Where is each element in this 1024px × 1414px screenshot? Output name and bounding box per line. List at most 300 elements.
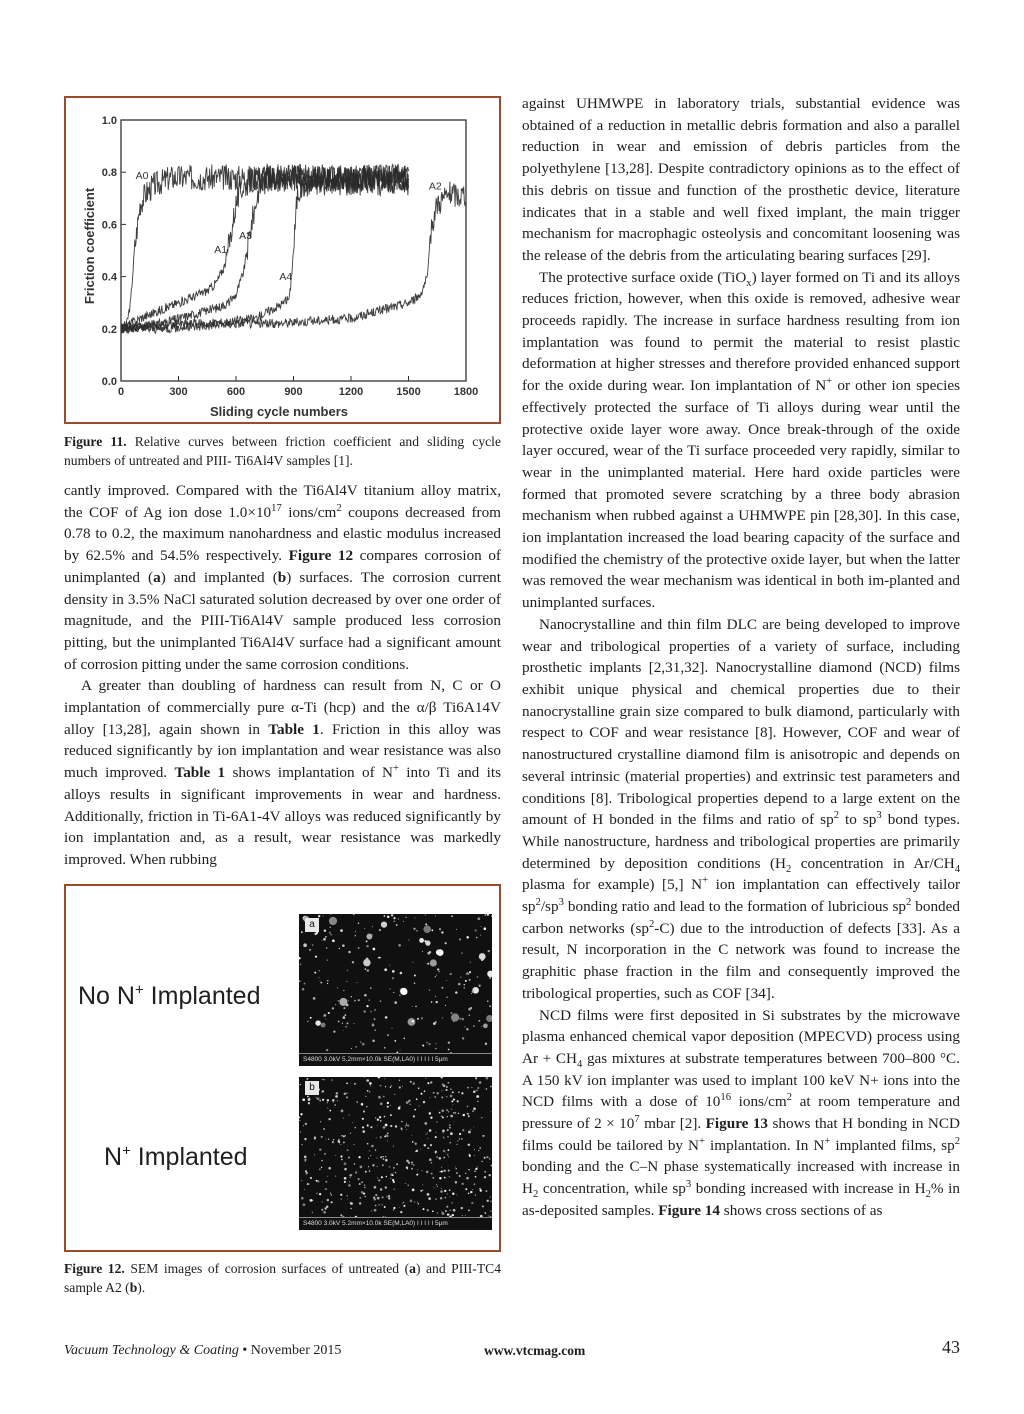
- sem-particle: [487, 1199, 489, 1201]
- sem-particle: [339, 947, 340, 948]
- sem-particle: [437, 1212, 438, 1213]
- text-run: -C) due to the introduction of defects [33]. As a result, N incorporation in the C network was found to increase the graphitic phase fraction in the film and consequently improved the tribological properties, such as COF [34].: [522, 919, 960, 1002]
- sem-particle: [321, 1091, 323, 1093]
- sem-particle: [350, 1202, 352, 1204]
- sem-particle: [467, 1112, 469, 1114]
- sem-particle: [354, 1083, 356, 1085]
- sem-particle: [441, 1115, 443, 1117]
- sem-particle: [342, 944, 345, 947]
- sem-particle: [426, 1042, 427, 1043]
- sem-particle: [441, 1211, 442, 1212]
- subscript: 2: [785, 863, 792, 875]
- sem-particle: [380, 1156, 382, 1158]
- sem-particle: [393, 1209, 395, 1211]
- sem-particle: [439, 1177, 441, 1179]
- sem-particle: [335, 1154, 336, 1155]
- sem-particle: [452, 1016, 454, 1018]
- text-run: A greater than doubling of hardness can result from N, C or O implantation of commercially pure α-Ti (hcp) and the α/β Ti6A14V alloy [13,28], again shown in: [64, 677, 501, 738]
- sem-particle: [442, 1129, 445, 1132]
- sem-particle: [390, 1086, 391, 1087]
- sem-particle: [427, 962, 429, 964]
- sem-particle: [475, 1167, 477, 1169]
- sem-particle: [324, 1207, 326, 1209]
- sem-particle: [343, 990, 344, 991]
- sem-particle: [347, 1198, 348, 1199]
- sem-particle: [302, 1144, 303, 1145]
- sem-particle: [301, 931, 303, 933]
- sem-particle: [443, 1156, 445, 1158]
- y-tick-label: 0.0: [101, 376, 117, 388]
- sem-particle: [373, 947, 376, 950]
- sem-particle: [490, 1196, 491, 1197]
- panel-reference: b: [277, 568, 287, 586]
- sem-particle: [345, 1026, 347, 1028]
- figure-11-frame: [64, 96, 501, 424]
- text-run: /sp: [540, 898, 559, 916]
- sem-particle: [448, 1156, 449, 1157]
- sem-particle: [362, 1118, 364, 1120]
- sem-particle: [436, 974, 437, 975]
- sem-particle: [417, 1017, 419, 1019]
- sem-particle: [390, 1105, 391, 1106]
- sem-particle: [341, 1109, 344, 1112]
- sem-particle: [403, 1201, 404, 1202]
- sem-particle: [446, 1109, 448, 1111]
- x-tick-label: 0: [117, 386, 125, 398]
- sem-particle: [358, 947, 360, 949]
- sem-particle: [403, 1204, 405, 1206]
- sem-particle: [405, 916, 407, 918]
- y-tick-label: 0.2: [101, 323, 117, 336]
- sem-particle: [450, 1094, 453, 1097]
- sem-particle: [373, 1164, 374, 1165]
- sem-particle: [481, 1160, 482, 1161]
- sem-particle: [401, 1127, 402, 1128]
- superscript: +: [122, 1142, 131, 1160]
- sem-particle: [456, 1168, 457, 1169]
- sem-particle: [471, 1202, 473, 1204]
- sem-particle: [453, 1208, 456, 1211]
- sem-particle: [355, 1171, 357, 1173]
- sem-particle: [412, 1188, 415, 1191]
- sem-particle: [384, 1115, 386, 1117]
- sem-particle: [485, 1212, 487, 1214]
- sem-particle: [445, 1196, 447, 1198]
- sem-particle: [461, 952, 462, 953]
- sem-particle: [450, 1114, 453, 1117]
- sem-particle: [390, 1125, 392, 1127]
- sem-particle: [370, 1155, 371, 1156]
- sem-particle: [357, 982, 358, 983]
- sem-particle: [338, 1140, 340, 1142]
- sem-particle: [369, 1150, 370, 1151]
- sem-particle: [408, 939, 409, 940]
- subscript: 2: [925, 1189, 931, 1201]
- sem-particle: [436, 1184, 437, 1185]
- sem-particle: [342, 1022, 343, 1023]
- figure-reference: Figure 14: [658, 1201, 720, 1219]
- sem-particle: [314, 971, 316, 973]
- sem-particle: [310, 1199, 313, 1202]
- sem-particle: [316, 1180, 318, 1182]
- sem-particle: [387, 1034, 389, 1036]
- sem-particle: [471, 993, 472, 994]
- sem-particle: [410, 1103, 411, 1104]
- sem-particle: [353, 1023, 354, 1024]
- right-column: [522, 93, 960, 1222]
- sem-particle: [354, 1144, 355, 1145]
- sem-particle: [436, 1121, 438, 1123]
- sem-particle: [410, 1199, 413, 1202]
- sem-particle: [363, 1110, 365, 1112]
- sem-particle: [332, 919, 336, 923]
- sem-particle: [374, 1018, 376, 1020]
- sem-particle: [385, 1086, 386, 1087]
- sem-particle: [446, 1086, 448, 1088]
- sem-particle: [337, 987, 338, 988]
- sem-particle: [327, 1107, 328, 1108]
- sem-particle: [387, 1101, 389, 1103]
- sem-particle: [398, 1107, 401, 1110]
- sem-particle: [391, 1085, 392, 1086]
- sem-particle: [310, 1017, 312, 1019]
- sem-particle: [343, 1016, 346, 1019]
- sem-particle: [399, 1105, 400, 1106]
- sem-particle: [331, 1194, 332, 1195]
- sem-particle: [429, 1129, 432, 1132]
- sem-particle: [473, 1107, 476, 1110]
- label-no-n-implanted: [78, 982, 260, 1011]
- sem-particle: [300, 963, 302, 965]
- sem-particle: [490, 1210, 491, 1211]
- sem-particle: [398, 918, 399, 919]
- sem-particle: [413, 1082, 416, 1085]
- sem-particle: [321, 1159, 323, 1161]
- sem-particle: [384, 1206, 386, 1208]
- superscript: 2: [833, 810, 840, 822]
- sem-particle: [394, 1188, 395, 1189]
- sem-particle: [384, 1047, 386, 1049]
- sem-particle: [372, 1039, 375, 1042]
- superscript: 3: [685, 1179, 692, 1191]
- sem-particle: [375, 1204, 377, 1206]
- sem-particle: [435, 976, 436, 977]
- y-tick-label: 1.0: [101, 115, 117, 127]
- sem-particle: [325, 936, 327, 938]
- sem-particle: [436, 1131, 437, 1132]
- sem-particle: [400, 971, 403, 974]
- sem-particle: [314, 1154, 315, 1155]
- sem-particle: [383, 1158, 384, 1159]
- sem-particle: [427, 1209, 429, 1211]
- sem-particle: [346, 1082, 348, 1084]
- sem-particle: [481, 926, 482, 927]
- sem-particle: [451, 1012, 453, 1014]
- sem-particle: [430, 1081, 432, 1083]
- sem-particle: [490, 1085, 492, 1087]
- sem-particle: [366, 1005, 368, 1007]
- sem-particle: [320, 981, 322, 983]
- sem-particle: [411, 1167, 413, 1169]
- sem-texture-b: [299, 1077, 492, 1218]
- sem-particle: [463, 1114, 465, 1116]
- sem-particle: [399, 1086, 401, 1088]
- sem-particle: [341, 1135, 343, 1137]
- sem-particle: [321, 1136, 323, 1138]
- sem-particle: [355, 930, 356, 931]
- sem-particle: [391, 914, 393, 916]
- sem-particle: [328, 1138, 329, 1139]
- sem-particle: [454, 1111, 456, 1113]
- sem-particle: [387, 915, 390, 918]
- sem-particle: [323, 938, 326, 941]
- sem-particle: [368, 999, 370, 1001]
- sem-particle: [480, 934, 481, 935]
- sem-particle: [396, 924, 398, 926]
- sem-particle: [450, 1132, 453, 1135]
- figure-11-caption: [64, 432, 501, 470]
- sem-particle: [459, 1138, 460, 1139]
- sem-particle: [447, 1155, 448, 1156]
- sem-particle: [370, 987, 372, 989]
- sem-particle: [375, 1194, 377, 1196]
- sem-particle: [393, 917, 395, 919]
- sem-particle: [395, 1172, 396, 1173]
- sem-particle: [393, 992, 394, 993]
- sem-particle: [377, 1166, 378, 1167]
- sem-scale-bar-a: S4800 3.0kV 5.2mm×10.0k SE(M,LA0) I I I I I 5µm: [299, 1053, 492, 1066]
- sem-particle: [441, 986, 443, 988]
- sem-particle: [384, 968, 387, 971]
- sem-particle: [452, 1091, 454, 1093]
- sem-particle: [380, 1000, 382, 1002]
- sem-particle: [435, 995, 436, 996]
- figure-11-label: Figure 11.: [64, 434, 127, 449]
- sem-particle: [444, 1176, 446, 1178]
- sem-particle: [389, 964, 390, 965]
- sem-particle: [300, 1113, 302, 1115]
- sem-particle: [469, 1153, 470, 1154]
- sem-particle: [462, 1182, 464, 1184]
- sem-particle: [478, 1150, 479, 1151]
- sem-particle: [427, 1193, 430, 1196]
- sem-particle: [356, 1101, 358, 1103]
- sem-particle: [446, 996, 447, 997]
- sem-particle: [338, 1000, 339, 1001]
- sem-particle: [305, 1138, 306, 1139]
- sem-particle: [316, 1193, 317, 1194]
- sem-particle: [420, 1148, 421, 1149]
- sem-particle: [426, 1133, 427, 1134]
- superscript: 7: [634, 1113, 640, 1125]
- sem-particle: [477, 1166, 478, 1167]
- sem-particle: [332, 939, 335, 942]
- sem-particle: [367, 1090, 369, 1092]
- panel-reference: b: [129, 1279, 138, 1295]
- sem-particle: [308, 1102, 310, 1104]
- sem-particle: [458, 1112, 459, 1113]
- sem-particle: [334, 1104, 336, 1106]
- sem-particle: [394, 1040, 396, 1042]
- left-body-text: [64, 480, 501, 871]
- sem-particle: [422, 1044, 424, 1046]
- sem-particle: [445, 1151, 446, 1152]
- subscript: 4: [576, 1058, 583, 1070]
- label-text: Implanted: [130, 1142, 248, 1171]
- sem-particle: [346, 981, 347, 982]
- sem-particle: [364, 994, 367, 997]
- sem-particle: [474, 1170, 476, 1172]
- x-axis-title: Sliding cycle numbers: [210, 404, 348, 419]
- sem-scale-bar-b: S4800 3.0kV 5.2mm×10.0k SE(M,LA0) I I I I I 5µm: [299, 1217, 492, 1230]
- sem-particle: [432, 1210, 434, 1212]
- sem-particle: [475, 929, 477, 931]
- sem-particle: [401, 1120, 403, 1122]
- sem-particle: [381, 1176, 383, 1178]
- text-run: . Friction in this alloy was reduced significantly by ion implantation and wear resistance was also much improved.: [64, 720, 501, 782]
- sem-particle: [441, 1190, 442, 1191]
- sem-particle: [386, 1176, 387, 1177]
- sem-particle: [343, 1117, 344, 1118]
- sem-particle: [354, 1163, 355, 1164]
- sem-particle: [319, 1168, 320, 1169]
- sem-particle: [479, 1147, 481, 1149]
- sem-particle: [455, 1181, 458, 1184]
- sem-particle: [403, 920, 404, 921]
- sem-particle: [385, 1186, 387, 1188]
- sem-particle: [370, 1010, 372, 1012]
- x-tick-label: 300: [169, 386, 188, 398]
- sem-particle: [399, 1079, 400, 1080]
- sem-particle: [446, 1096, 447, 1097]
- panel-reference: a: [409, 1260, 416, 1276]
- sem-particle: [456, 1172, 458, 1174]
- sem-particle: [319, 1193, 321, 1195]
- label-n-implanted: [104, 1143, 248, 1172]
- sem-particle: [470, 961, 471, 962]
- sem-particle: [344, 1180, 346, 1182]
- sem-particle: [456, 1143, 457, 1144]
- sem-particle: [419, 1105, 420, 1106]
- footer-url[interactable]: www.vtcmag.com: [484, 1343, 586, 1358]
- sem-particle: [304, 1155, 307, 1158]
- sem-particle: [364, 1184, 366, 1186]
- text-run: to sp: [839, 811, 877, 829]
- sem-particle: [447, 1149, 449, 1151]
- sem-particle: [441, 1096, 443, 1098]
- sem-particle: [430, 1144, 432, 1146]
- sem-particle: [490, 1200, 492, 1202]
- left-paragraph-1: [64, 480, 501, 675]
- sem-particle: [407, 1101, 409, 1103]
- sem-particle: [377, 1125, 378, 1126]
- text-run: bonding increased with increase in H: [691, 1180, 926, 1198]
- sem-particle: [306, 1078, 308, 1080]
- sem-particle: [441, 1188, 442, 1189]
- sem-particle: [317, 1097, 320, 1100]
- sem-particle: [309, 1097, 310, 1098]
- sem-particle: [366, 933, 372, 939]
- sem-particle: [400, 988, 407, 995]
- sem-particle: [450, 1088, 451, 1089]
- sem-particle: [372, 1024, 375, 1027]
- sem-particle: [382, 1204, 383, 1205]
- sem-particle: [385, 1016, 388, 1019]
- sem-particle: [392, 1179, 394, 1181]
- sem-particle: [413, 927, 415, 929]
- sem-particle: [348, 1184, 351, 1187]
- sem-particle: [415, 1005, 417, 1007]
- sem-particle: [388, 1197, 390, 1199]
- sem-particle: [386, 1134, 389, 1137]
- page-footer: [64, 1339, 960, 1363]
- series-line-a3: [121, 167, 409, 333]
- text-run: bond types. While nanostructure, hardness and tribological properties are primarily determined by deposition conditions (H: [522, 811, 961, 872]
- sem-particle: [329, 1109, 331, 1111]
- sem-particle: [358, 999, 360, 1001]
- sem-particle: [425, 940, 430, 945]
- sem-particle: [456, 1194, 457, 1195]
- sem-particle: [444, 1189, 446, 1191]
- sem-particle: [324, 929, 326, 931]
- sem-particle: [376, 1137, 377, 1138]
- superscript: 3: [558, 896, 564, 908]
- sem-particle: [366, 940, 368, 942]
- sem-particle: [461, 1207, 463, 1209]
- sem-particle: [484, 927, 487, 930]
- sem-particle: [457, 1140, 458, 1141]
- sem-particle: [412, 1020, 414, 1022]
- sem-particle: [424, 1090, 426, 1092]
- series-label-a1: A1: [214, 244, 228, 257]
- sem-particle: [470, 1128, 471, 1129]
- sem-particle: [347, 969, 348, 970]
- sem-particle: [436, 1001, 438, 1003]
- sem-image-a: [299, 914, 492, 1066]
- sem-particle: [484, 1156, 486, 1158]
- sem-particle: [437, 1185, 438, 1186]
- sem-particle: [366, 1079, 369, 1082]
- sem-particle: [346, 1096, 348, 1098]
- sem-particle: [352, 961, 354, 963]
- sem-particle: [414, 917, 415, 918]
- sem-particle: [461, 1017, 464, 1020]
- sem-particle: [329, 926, 330, 927]
- sem-particle: [374, 1009, 375, 1010]
- sem-particle: [380, 1102, 383, 1105]
- sem-particle: [424, 1122, 427, 1125]
- sem-particle: [354, 1126, 356, 1128]
- text-run: Nanocrystalline and thin film DLC are being developed to improve wear and tribological properties of a variety of surface, including prosthetic implants [2,31,32]. Nanocrystalline diamond (NCD) films exhibit unique physical and chemical properties due to their nanocrystalline grain size compared to bulk diamond, particularly with respect to COF and wear resistance [8]. However, COF and wear of nanostructured crystalline diamond film is anisotropic and depends on several intrinsic (material properties) and extrinsic test parameters and conditions [8]. Tribological properties depend to a large extent on the amount of H bonded in the films and ratio of sp: [522, 615, 960, 829]
- sem-particle: [393, 1167, 395, 1169]
- sem-particle: [443, 1136, 445, 1138]
- sem-particle: [345, 1014, 347, 1016]
- sem-particle: [452, 1214, 454, 1216]
- sem-particle: [313, 997, 316, 1000]
- sem-particle: [315, 1020, 321, 1026]
- superscript: +: [824, 1135, 831, 1147]
- superscript: +: [392, 763, 399, 775]
- sem-particle: [486, 1156, 488, 1158]
- sem-particle: [327, 1175, 328, 1176]
- sem-particle: [300, 1084, 301, 1085]
- sem-particle: [333, 1101, 334, 1102]
- sem-particle: [362, 1126, 364, 1128]
- sem-particle: [384, 915, 386, 917]
- sem-particle: [307, 1095, 309, 1097]
- superscript: 2: [786, 1092, 793, 1104]
- sem-particle: [332, 1099, 335, 1102]
